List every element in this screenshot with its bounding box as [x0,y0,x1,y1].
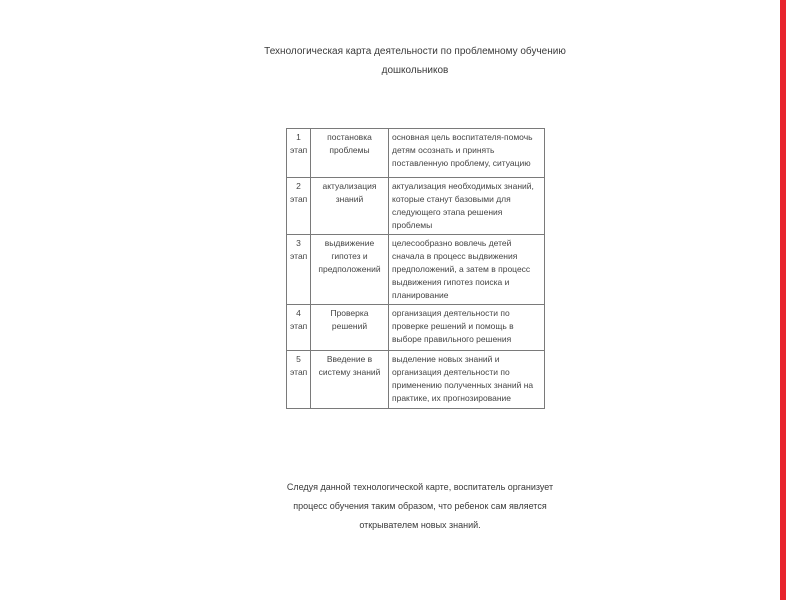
stage-name: актуализация знаний [311,178,389,235]
conclusion-line-3: открывателем новых знаний. [359,520,481,530]
stage-number: 1 [296,132,301,142]
stage-number: 4 [296,308,301,318]
stage-description: основная цель воспитателя-помочь детям осознать и принять поставленную проблему, ситуацию [389,129,545,178]
stage-name: постановка проблемы [311,129,389,178]
stage-unit: этап [290,145,308,155]
stage-unit: этап [290,194,308,204]
stage-number: 3 [296,238,301,248]
stage-description: выделение новых знаний и организация деятельности по применению полученных знаний на практике, их прогнозирование [389,351,545,409]
stage-unit: этап [290,251,308,261]
stage-number-cell [287,235,311,305]
stage-number-cell [287,305,311,351]
conclusion-line-1: Следуя данной технологической карте, воспитатель организует [286,482,554,492]
title-line-2: дошкольников [381,65,449,76]
stage-number: 2 [296,181,301,191]
table-row [287,305,545,351]
table-row [287,178,545,235]
page-title [260,42,570,80]
stage-name: выдвижение гипотез и предположений [311,235,389,305]
stage-description: организация деятельности по проверке решений и помощь в выборе правильного решения [389,305,545,351]
stage-name: Введение в систему знаний [311,351,389,409]
table-row [287,351,545,409]
stage-number: 5 [296,354,301,364]
stage-number-cell [287,178,311,235]
stages-table [286,128,545,409]
conclusion-text [280,478,560,535]
conclusion-line-2: процесс обучения таким образом, что ребенок сам является [293,501,547,511]
title-line-1: Технологическая карта деятельности по проблемному обучению [264,46,566,57]
stage-number-cell [287,129,311,178]
stage-unit: этап [290,321,308,331]
table-row [287,235,545,305]
stage-unit: этап [290,367,308,377]
table-row [287,129,545,178]
accent-bar [780,0,786,600]
stage-name: Проверка решений [311,305,389,351]
stage-number-cell [287,351,311,409]
stage-description: актуализация необходимых знаний, которые станут базовыми для следующего этапа решения проблемы [389,178,545,235]
stage-description: целесообразно вовлечь детей сначала в процесс выдвижения предположений, а затем в процесс выдвижения гипотез поиска и планирование [389,235,545,305]
